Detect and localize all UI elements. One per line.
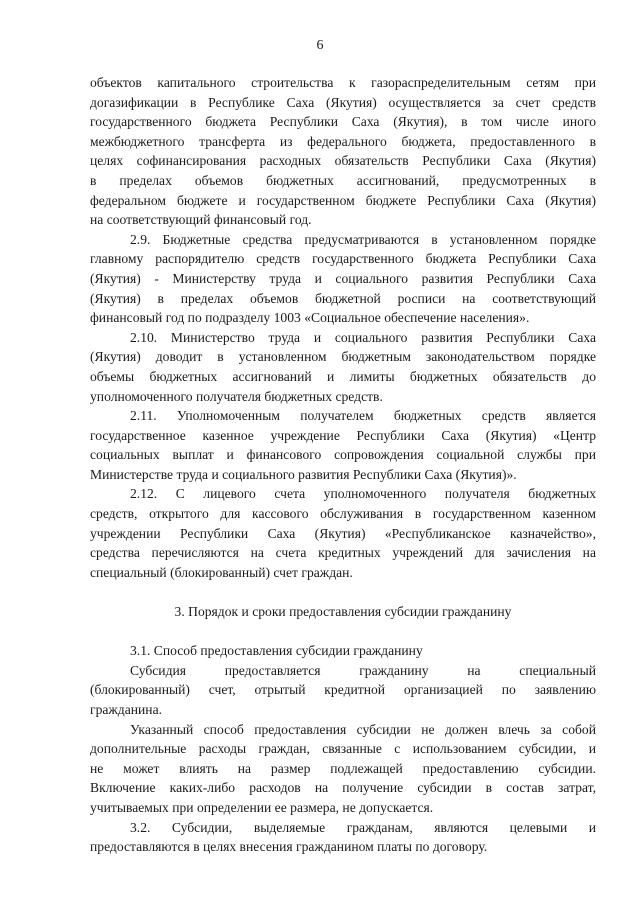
- text-line: федеральном бюджете и государственном бюджете Республики Саха (Якутия): [90, 192, 596, 208]
- text-line: предоставляются в целях внесения гражданином платы по договору.: [90, 839, 488, 855]
- text-line: главному распорядителю средств государственного бюджета Республики Саха: [90, 251, 596, 267]
- text-line: средства перечисляются на счета кредитных учреждений для зачисления на: [90, 545, 596, 561]
- text-line: (блокированный) счет, отрытый кредитной организацией по заявлению: [90, 682, 596, 698]
- text-line: 3.2. Субсидии, выделяемые гражданам, являются целевыми и: [130, 819, 596, 835]
- paragraph-subsidy: [90, 661, 596, 720]
- text-line: 2.11. Уполномоченным получателем бюджетных средств является: [130, 408, 596, 424]
- text-line: Включение каких-либо расходов на получение субсидии в состав затрат,: [90, 780, 596, 796]
- document-body: [90, 73, 596, 857]
- text-line: 2.12. С лицевого счета уполномоченного получателя бюджетных: [130, 486, 596, 502]
- paragraph-2-9: [90, 230, 596, 328]
- text-line: Министерстве труда и социального развития Республики Саха (Якутия)».: [90, 466, 517, 482]
- text-line: межбюджетного трансферта из федерального бюджета, предоставленного в: [90, 133, 596, 149]
- text-line: гражданина.: [90, 702, 163, 717]
- text-line: в пределах объемов бюджетных ассигнований, предусмотренных в: [90, 172, 596, 188]
- text-line: уполномоченного получателя бюджетных средств.: [90, 388, 383, 404]
- text-line: (Якутия) доводит в установленном бюджетным законодательством порядке: [90, 349, 596, 365]
- text-line: государственного бюджета Республики Саха (Якутия), в том числе иного: [90, 114, 596, 130]
- text-line: специальный (блокированный) счет граждан.: [90, 564, 353, 580]
- spacer: [90, 582, 596, 602]
- page-number: 6: [316, 38, 324, 53]
- paragraph-2-11: [90, 406, 596, 484]
- text-line: социальных выплат и финансового сопровождения социальной службы при: [90, 447, 596, 463]
- spacer: [90, 622, 596, 642]
- text-line: на соответствующий финансовый год.: [90, 212, 312, 228]
- paragraph-3-1: [90, 641, 596, 661]
- text-line: (Якутия) - Министерству труда и социального развития Республики Саха: [90, 270, 596, 286]
- text-line: Указанный способ предоставления субсидии не должен влечь за собой: [130, 721, 596, 737]
- text-line: (Якутия) в пределах объемов бюджетной росписи на соответствующий: [90, 290, 596, 306]
- text-line: 2.10. Министерство труда и социального развития Республики Саха: [130, 329, 596, 345]
- text-line: учитываемых при определении ее размера, не допускается.: [90, 799, 434, 815]
- paragraph-continuation: [90, 73, 596, 230]
- text-line: дополнительные расходы граждан, связанные с использованием субсидии, и: [90, 741, 596, 757]
- text-line: 3.1. Способ предоставления субсидии гражданину: [130, 643, 423, 659]
- text-line: государственное казенное учреждение Республики Саха (Якутия) «Центр: [90, 427, 596, 443]
- paragraph-method: [90, 720, 596, 818]
- paragraph-2-12: [90, 484, 596, 582]
- section-heading: 3. Порядок и сроки предоставления субсидии гражданину: [174, 604, 512, 620]
- paragraph-2-10: [90, 328, 596, 406]
- text-line: средств, открытого для кассового обслуживания в государственном казенном: [90, 506, 596, 522]
- text-line: Субсидия предоставляется гражданину на специальный: [130, 662, 596, 678]
- text-line: целях софинансирования расходных обязательств Республики Саха (Якутия): [90, 153, 596, 169]
- text-line: объектов капитального строительства к газораспределительным сетям при: [90, 75, 596, 90]
- text-line: объемы бюджетных ассигнований и лимиты бюджетных обязательств до: [90, 368, 596, 384]
- text-line: не может влиять на размер подлежащей предоставлению субсидии.: [90, 760, 596, 776]
- text-line: догазификации в Республике Саха (Якутия) осуществляется за счет средств: [90, 94, 596, 110]
- text-line: финансовый год по подразделу 1003 «Социальное обеспечение населения».: [90, 310, 530, 326]
- paragraph-3-2: [90, 818, 596, 857]
- text-line: 2.9. Бюджетные средства предусматриваются в установленном порядке: [130, 231, 596, 247]
- text-line: учреждении Республики Саха (Якутия) «Республиканское казначейство»,: [90, 525, 596, 541]
